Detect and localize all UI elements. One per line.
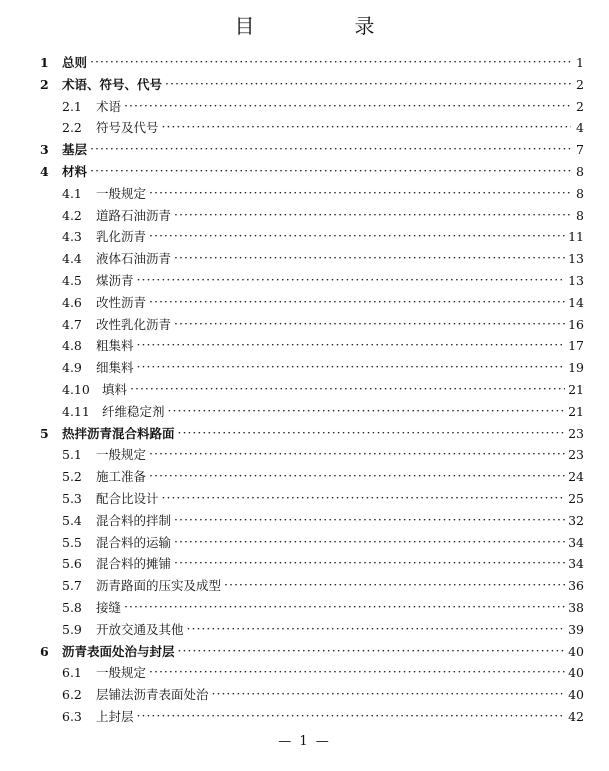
toc-entry-number: 6.1 <box>62 665 82 681</box>
toc-entry-number: 5.5 <box>62 534 82 550</box>
toc-leader-dots <box>124 600 565 614</box>
toc-entry-page: 8 <box>576 185 584 201</box>
toc-section-entry[interactable] <box>62 573 584 593</box>
toc-entry-number: 4.4 <box>62 251 82 267</box>
toc-entry-number: 1 <box>40 55 49 70</box>
toc-leader-dots <box>187 622 566 636</box>
toc-entry-label: 液体石油沥青 <box>96 251 172 267</box>
toc-leader-dots <box>137 338 566 352</box>
toc-entry-number: 4.7 <box>62 316 82 332</box>
page-number-footer: — 1 — <box>278 734 331 749</box>
toc-entry-page: 11 <box>568 229 584 245</box>
toc-entry-label: 符号及代号 <box>96 120 159 136</box>
toc-leader-dots <box>212 687 566 701</box>
toc-entry-page: 23 <box>568 425 584 441</box>
toc-entry-page: 4 <box>576 120 584 136</box>
toc-entry-label: 上封层 <box>96 709 134 724</box>
toc-section-entry[interactable] <box>62 682 584 702</box>
toc-entry-page: 13 <box>568 273 584 288</box>
toc-entry-number: 6 <box>40 643 49 659</box>
toc-section-entry[interactable] <box>62 355 584 375</box>
toc-entry-number: 4.3 <box>62 229 82 245</box>
toc-leader-dots <box>165 77 571 91</box>
toc-section-entry[interactable] <box>62 508 584 528</box>
toc-section-entry[interactable] <box>62 115 584 135</box>
toc-entry-label: 总则 <box>62 55 88 70</box>
toc-entry-number: 4.11 <box>62 403 90 419</box>
toc-entry-label: 开放交通及其他 <box>96 621 184 637</box>
toc-leader-dots <box>149 229 565 243</box>
toc-entry-label: 混合料的摊铺 <box>96 556 172 572</box>
toc-entry-label: 混合料的运输 <box>96 534 172 550</box>
toc-entry-page: 1 <box>576 55 584 70</box>
toc-entry-page: 23 <box>568 447 584 463</box>
toc-entry-number: 4.1 <box>62 185 82 201</box>
toc-section-entry[interactable] <box>62 377 584 397</box>
toc-leader-dots <box>174 535 565 549</box>
toc-entry-number: 5.7 <box>62 578 82 594</box>
toc-entry-number: 4.10 <box>62 382 90 397</box>
toc-leader-dots <box>149 186 571 200</box>
toc-entry-number: 5 <box>40 425 49 441</box>
toc-entry-page: 21 <box>568 382 584 397</box>
toc-chapter-entry[interactable] <box>40 72 584 92</box>
toc-section-entry[interactable] <box>62 595 584 615</box>
toc-entry-label: 改性乳化沥青 <box>96 316 172 332</box>
toc-section-entry[interactable] <box>62 224 584 244</box>
toc-entry-number: 6.2 <box>62 687 82 703</box>
toc-entry-number: 4.5 <box>62 273 82 288</box>
toc-leader-dots <box>149 469 565 483</box>
toc-entry-number: 2.1 <box>62 98 82 114</box>
toc-leader-dots <box>174 317 565 331</box>
toc-section-entry[interactable] <box>62 268 584 288</box>
toc-section-entry[interactable] <box>62 551 584 571</box>
toc-entry-label: 接缝 <box>96 600 122 615</box>
toc-entry-label: 术语、符号、代号 <box>62 76 163 92</box>
toc-entry-number: 4.8 <box>62 338 82 354</box>
toc-leader-dots <box>130 382 565 396</box>
toc-chapter-entry[interactable] <box>40 159 584 179</box>
toc-entry-label: 道路石油沥青 <box>96 207 172 223</box>
toc-entry-page: 32 <box>568 512 584 528</box>
toc-entry-page: 13 <box>568 251 584 267</box>
toc-section-entry[interactable] <box>62 333 584 353</box>
toc-entry-page: 42 <box>568 709 584 724</box>
toc-entry-number: 4.6 <box>62 294 82 310</box>
toc-leader-dots <box>137 273 566 287</box>
toc-leader-dots <box>162 491 566 505</box>
toc-leader-dots <box>149 447 565 461</box>
toc-entry-page: 7 <box>576 142 584 158</box>
toc-entry-number: 5.6 <box>62 556 82 572</box>
toc-entry-number: 4.2 <box>62 207 82 223</box>
toc-entry-label: 纤维稳定剂 <box>102 403 165 419</box>
toc-entry-number: 2 <box>40 76 49 92</box>
toc-entry-page: 34 <box>568 534 584 550</box>
toc-leader-dots <box>90 55 571 69</box>
toc-entry-label: 术语 <box>96 98 122 114</box>
toc-entry-page: 16 <box>568 316 584 332</box>
toc-entry-page: 2 <box>576 98 584 114</box>
toc-section-entry[interactable] <box>62 486 584 506</box>
toc-entry-label: 沥青表面处治与封层 <box>62 643 175 659</box>
toc-entry-label: 一般规定 <box>96 665 147 681</box>
toc-section-entry[interactable] <box>62 312 584 332</box>
toc-chapter-entry[interactable] <box>40 137 584 157</box>
toc-entry-label: 基层 <box>62 142 88 158</box>
toc-leader-dots <box>174 251 565 265</box>
toc-entry-label: 沥青路面的压实及成型 <box>96 578 222 594</box>
toc-leader-dots <box>162 120 571 134</box>
toc-leader-dots <box>137 360 566 374</box>
toc-entry-number: 3 <box>40 142 49 158</box>
toc-entry-label: 材料 <box>62 164 88 179</box>
toc-section-entry[interactable] <box>62 660 584 680</box>
toc-entry-number: 5.4 <box>62 512 82 528</box>
toc-section-entry[interactable] <box>62 290 584 310</box>
toc-section-entry[interactable] <box>62 530 584 550</box>
toc-entry-page: 40 <box>568 643 584 659</box>
toc-leader-dots <box>168 404 566 418</box>
toc-leader-dots <box>224 578 565 592</box>
toc-entry-page: 21 <box>568 403 584 419</box>
toc-entry-page: 8 <box>576 164 584 179</box>
toc-entry-page: 25 <box>568 491 584 506</box>
toc-chapter-entry[interactable] <box>40 639 584 659</box>
toc-entry-number: 4 <box>40 164 49 179</box>
toc-section-entry[interactable] <box>62 464 584 484</box>
toc-entry-page: 39 <box>568 621 584 637</box>
toc-entry-page: 40 <box>568 687 584 703</box>
toc-entry-page: 8 <box>576 207 584 223</box>
toc-leader-dots <box>149 295 565 309</box>
toc-leader-dots <box>178 426 566 440</box>
toc-section-entry[interactable] <box>62 203 584 223</box>
toc-section-entry[interactable] <box>62 399 584 419</box>
toc-section-entry[interactable] <box>62 442 584 462</box>
toc-entry-number: 5.1 <box>62 447 82 463</box>
toc-leader-dots <box>174 556 565 570</box>
toc-leader-dots <box>124 99 571 113</box>
toc-chapter-entry[interactable] <box>40 50 584 70</box>
toc-entry-page: 14 <box>568 294 584 310</box>
toc-entry-label: 乳化沥青 <box>96 229 147 245</box>
toc-entry-number: 4.9 <box>62 360 82 376</box>
toc-entry-label: 混合料的拌制 <box>96 512 172 528</box>
toc-entry-label: 一般规定 <box>96 447 147 463</box>
toc-entry-number: 6.3 <box>62 709 82 724</box>
toc-section-entry[interactable] <box>62 246 584 266</box>
toc-entry-label: 填料 <box>102 382 128 397</box>
toc-entry-page: 40 <box>568 665 584 681</box>
toc-entry-label: 一般规定 <box>96 185 147 201</box>
toc-section-entry[interactable] <box>62 617 584 637</box>
toc-entry-label: 改性沥青 <box>96 294 147 310</box>
toc-section-entry[interactable] <box>62 181 584 201</box>
toc-entry-label: 细集料 <box>96 360 134 376</box>
toc-entry-number: 2.2 <box>62 120 82 136</box>
toc-entry-page: 24 <box>568 469 584 485</box>
toc-entry-label: 施工准备 <box>96 469 147 485</box>
toc-entry-page: 19 <box>568 360 584 376</box>
toc-entry-label: 煤沥青 <box>96 273 134 288</box>
toc-leader-dots <box>174 208 571 222</box>
toc-leader-dots <box>137 709 566 723</box>
page-title: 目 录 <box>234 14 415 38</box>
toc-entry-label: 粗集料 <box>96 338 134 354</box>
toc-entry-page: 34 <box>568 556 584 572</box>
toc-leader-dots <box>178 644 566 658</box>
toc-entry-label: 层铺法沥青表面处治 <box>96 687 209 703</box>
toc-entry-number: 5.2 <box>62 469 82 485</box>
toc-entry-page: 36 <box>568 578 584 594</box>
toc-entry-number: 5.9 <box>62 621 82 637</box>
toc-entry-label: 热拌沥青混合料路面 <box>62 425 175 441</box>
toc-entry-page: 17 <box>568 338 584 354</box>
toc-entry-page: 2 <box>576 76 584 92</box>
toc-entry-number: 5.8 <box>62 600 82 615</box>
toc-entry-label: 配合比设计 <box>96 491 159 506</box>
toc-leader-dots <box>90 164 571 178</box>
toc-leader-dots <box>149 665 565 679</box>
toc-section-entry[interactable] <box>62 94 584 114</box>
toc-leader-dots <box>174 513 565 527</box>
toc-leader-dots <box>90 142 571 156</box>
toc-section-entry[interactable] <box>62 704 584 724</box>
toc-chapter-entry[interactable] <box>40 421 584 441</box>
toc-entry-number: 5.3 <box>62 491 82 506</box>
toc-entry-page: 38 <box>568 600 584 615</box>
